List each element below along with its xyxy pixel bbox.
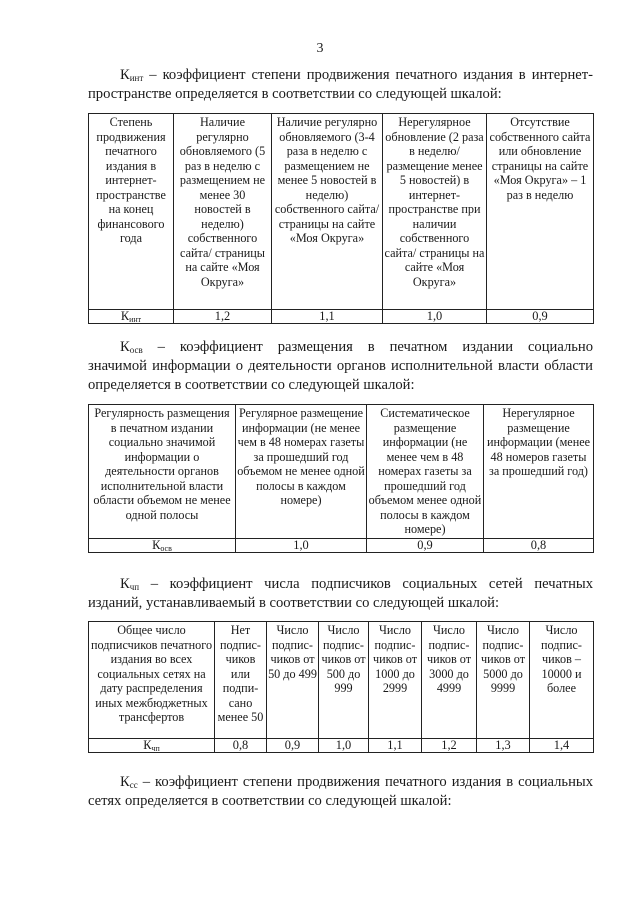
paragraph-text: – коэффициент числа подписчиков социальных сетей печатных <box>139 576 593 592</box>
table-value-cell: 1,1 <box>369 739 422 753</box>
paragraph-text-cont: пространстве определяется в соответствии со следующей шкалой: <box>88 86 502 102</box>
table-header-cell: Число подпис-чиков от 3000 до 4999 <box>422 622 477 739</box>
table-value-cell: 1,1 <box>272 310 383 324</box>
table-header-cell: Общее число подписчиков печатного издания во всех социальных сетях на дату распределения иных межбюджетных трансфертов <box>89 622 215 739</box>
table-value-cell: 1,3 <box>477 739 530 753</box>
table-header-cell: Нерегулярное обновление (2 раза в неделю/ размещение менее 5 новостей) в интернет-пространстве при наличии собственного сайта/ страницы на сайте «Моя Округа» <box>383 114 487 310</box>
table-header-cell: Нет подпис-чиков или подпи-сано менее 50 <box>215 622 267 739</box>
coef-symbol: К <box>120 576 130 592</box>
paragraph-text-cont: сетях определяется в соответствии со следующей шкалой: <box>88 793 452 809</box>
page-number: 3 <box>316 41 324 56</box>
paragraph-text: – коэффициент размещения в печатном издании социально <box>142 339 593 355</box>
table-value-cell: 1,2 <box>422 739 477 753</box>
table-value-cell: 0,8 <box>484 539 594 553</box>
coef-subscript: инт <box>129 73 144 83</box>
table-header-cell: Число подпис-чиков от 50 до 499 <box>267 622 319 739</box>
table-value-cell: 0,9 <box>267 739 319 753</box>
paragraph-text: – коэффициент степени продвижения печатного издания в социальных <box>137 774 593 790</box>
table-value-cell: 1,0 <box>383 310 487 324</box>
table-row-label: $К_{осв}$ <box>89 539 236 553</box>
table-header-cell: Число подпис-чиков от 5000 до 9999 <box>477 622 530 739</box>
coef-symbol: К <box>120 339 130 355</box>
paragraph-text: – коэффициент степени продвижения печатного издания в интернет- <box>143 67 593 83</box>
table-k-osv <box>88 404 594 553</box>
table-row-label: $К_{инт}$ <box>89 310 174 324</box>
table-header-cell: Регулярность размещения в печатном издании социально значимой информации о деятельности органов исполнительной власти области объемом не менее одной полосы <box>89 405 236 539</box>
table-value-cell: 0,8 <box>215 739 267 753</box>
table-header-cell: Регулярное размещение информации (не менее чем в 48 номерах газеты за прошедший год объемом не менее одной полосы в каждом номере) <box>236 405 367 539</box>
table-value-cell: 0,9 <box>367 539 484 553</box>
paragraph-text-cont: изданий, устанавливаемый в соответствии со следующей шкалой: <box>88 595 500 611</box>
coef-subscript: осв <box>129 345 143 355</box>
table-header-cell: Степень продвижения печатного издания в интернет-пространстве на конец финансового года <box>89 114 174 310</box>
table-header-cell: Наличие регулярно обновляемого (3-4 раза в неделю с размещением не менее 5 новостей в неделю) собственного сайта/ страницы на сайте «Моя Округа» <box>272 114 383 310</box>
table-k-chp <box>88 621 594 753</box>
table-header-cell: Наличие регулярно обновляемого (5 раз в неделю с размещением не менее 30 новостей в неделю) собственного сайта/ страницы на сайте «Моя Округа» <box>174 114 272 310</box>
paragraph-k-osv <box>88 338 593 395</box>
table-value-cell: 1,4 <box>530 739 594 753</box>
coef-subscript: чп <box>129 582 140 592</box>
table-value-cell: 1,0 <box>236 539 367 553</box>
table-header-cell: Отсутствие собственного сайта или обновление страницы на сайте «Моя Округа» – 1 раз в неделю <box>487 114 594 310</box>
table-k-int <box>88 113 594 324</box>
table-row-label: $К_{чп}$ <box>89 739 215 753</box>
table-header-cell: Число подпис-чиков от 500 до 999 <box>319 622 369 739</box>
paragraph-k-int <box>88 66 593 104</box>
coef-symbol: К <box>120 774 130 790</box>
paragraph-k-chp <box>88 575 593 613</box>
paragraph-k-ss <box>88 773 593 811</box>
table-header-cell: Систематическое размещение информации (не менее чем в 48 номерах газеты за прошедший год объемом менее одной полосы в каждом номере) <box>367 405 484 539</box>
paragraph-text-cont: значимой информации о деятельности органов исполнительной власти области определяется в соответствии со следующей шкалой: <box>88 358 593 393</box>
table-header-cell: Число подпис-чиков от 1000 до 2999 <box>369 622 422 739</box>
coef-symbol: К <box>120 67 130 83</box>
table-value-cell: 0,9 <box>487 310 594 324</box>
table-value-cell: 1,0 <box>319 739 369 753</box>
table-header-cell: Число подпис-чиков – 10000 и более <box>530 622 594 739</box>
table-header-cell: Нерегулярное размещение информации (менее 48 номеров газеты за прошедший год) <box>484 405 594 539</box>
coef-subscript: сс <box>129 780 138 790</box>
table-value-cell: 1,2 <box>174 310 272 324</box>
